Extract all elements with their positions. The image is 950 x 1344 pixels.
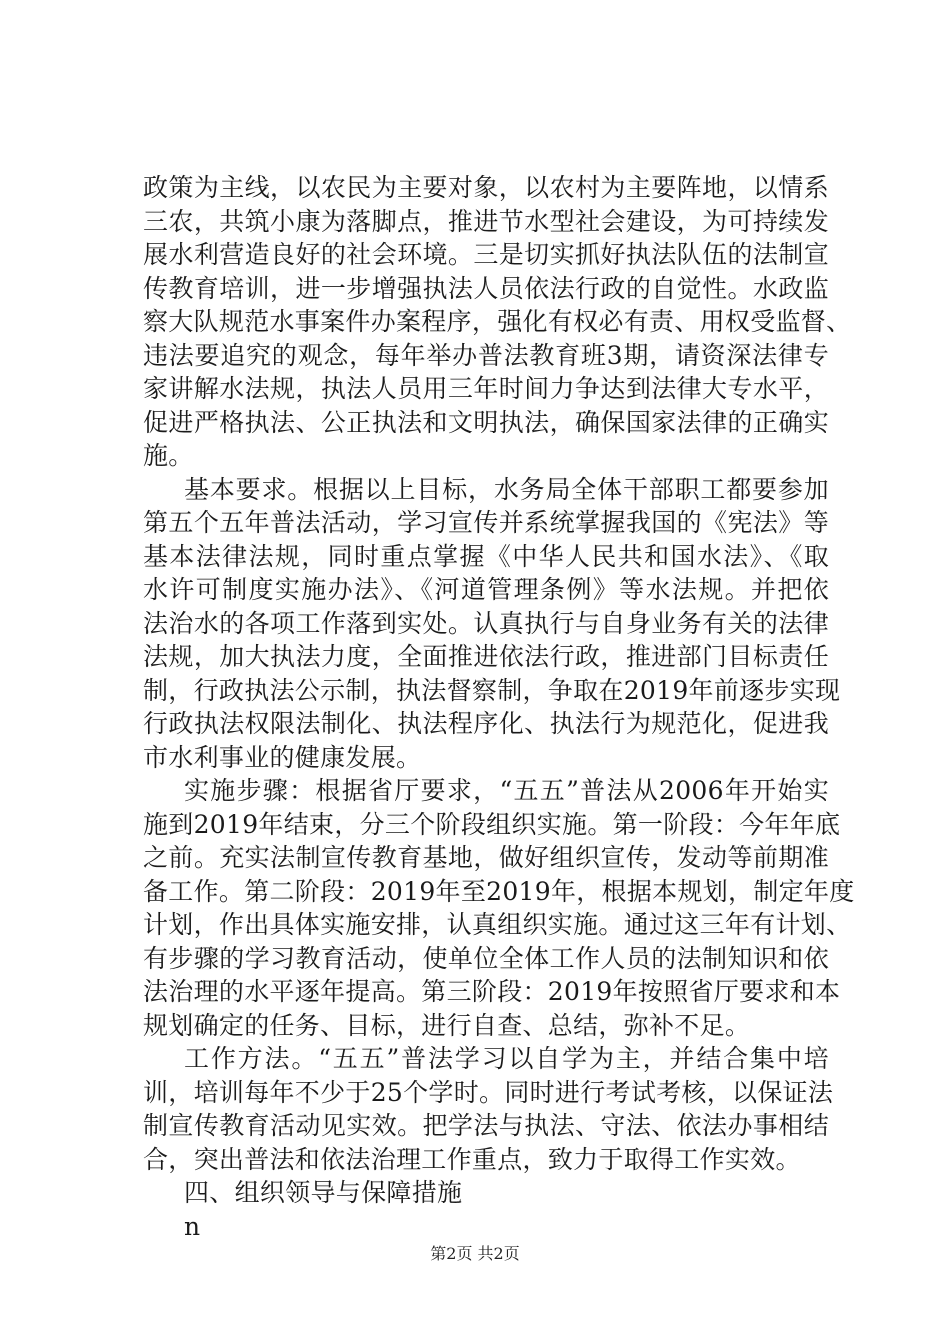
body-line: 传教育培训，进一步增强执法人员依法行政的自觉性。水政监 — [143, 273, 829, 303]
body-line: 政策为主线，以农民为主要对象，以农村为主要阵地，以情系 — [143, 173, 829, 202]
body-line: 行政执法权限法制化、执法程序化、执法行为规范化，促进我 — [143, 709, 829, 738]
body-line: 四、组织领导与保障措施 — [184, 1178, 463, 1207]
body-line: 水许可制度实施办法》、《河道管理条例》等水法规。并把依 — [143, 575, 829, 604]
body-line: 施到2019年结束，分三个阶段组织实施。第一阶段：今年年底 — [143, 809, 841, 839]
body-line: 工作方法。“五五”普法学习以自学为主，并结合集中培 — [184, 1044, 829, 1073]
body-line: 制宣传教育活动见实效。把学法与执法、守法、依法办事相结 — [143, 1111, 829, 1140]
body-line: 察大队规范水事案件办案程序，强化有权必有责、用权受监督、 — [143, 307, 852, 336]
body-line: 之前。充实法制宣传教育基地，做好组织宣传，发动等前期准 — [143, 843, 829, 872]
page-footer: 第2页 共2页 — [430, 1244, 520, 1263]
body-line: 基本要求。根据以上目标，水务局全体干部职工都要参加 — [184, 474, 829, 504]
body-line: 法治水的各项工作落到实处。认真执行与自身业务有关的法律 — [143, 608, 829, 638]
body-line: n — [184, 1211, 201, 1241]
body-line: 合，突出普法和依法治理工作重点，致力于取得工作实效。 — [143, 1144, 801, 1174]
document-body — [143, 171, 855, 1243]
body-line: 市水利事业的健康发展。 — [143, 742, 422, 772]
body-line: 展水利营造良好的社会环境。三是切实抓好执法队伍的法制宣 — [143, 240, 829, 269]
body-line: 法治理的水平逐年提高。第三阶段：2019年按照省厅要求和本 — [143, 977, 841, 1006]
body-line: 法规，加大执法力度，全面推进依法行政，推进部门目标责任 — [143, 642, 829, 671]
body-line: 施。 — [143, 441, 194, 470]
body-line: 基本法律法规，同时重点掌握《中华人民共和国水法》、《取 — [143, 541, 829, 571]
body-line: 备工作。第二阶段：2019年至2019年，根据本规划，制定年度 — [143, 876, 855, 906]
body-line: 违法要追究的观念，每年举办普法教育班3期，请资深法律专 — [143, 340, 829, 370]
body-line: 促进严格执法、公正执法和文明执法，确保国家法律的正确实 — [143, 407, 829, 437]
body-line: 第五个五年普法活动，学习宣传并系统掌握我国的《宪法》等 — [143, 508, 829, 537]
body-line: 计划，作出具体实施安排，认真组织实施。通过这三年有计划、 — [143, 910, 852, 939]
body-line: 训，培训每年不少于25个学时。同时进行考试考核，以保证法 — [143, 1077, 834, 1107]
body-line: 实施步骤：根据省厅要求，“五五”普法从2006年开始实 — [184, 776, 829, 805]
body-line: 制，行政执法公示制，执法督察制，争取在2019年前逐步实现 — [143, 675, 841, 705]
body-line: 规划确定的任务、目标，进行自查、总结，弥补不足。 — [143, 1010, 751, 1040]
body-line: 家讲解水法规，执法人员用三年时间力争达到法律大专水平， — [143, 374, 829, 403]
body-line: 有步骤的学习教育活动，使单位全体工作人员的法制知识和依 — [143, 943, 829, 973]
body-line: 三农，共筑小康为落脚点，推进节水型社会建设，为可持续发 — [143, 206, 829, 236]
